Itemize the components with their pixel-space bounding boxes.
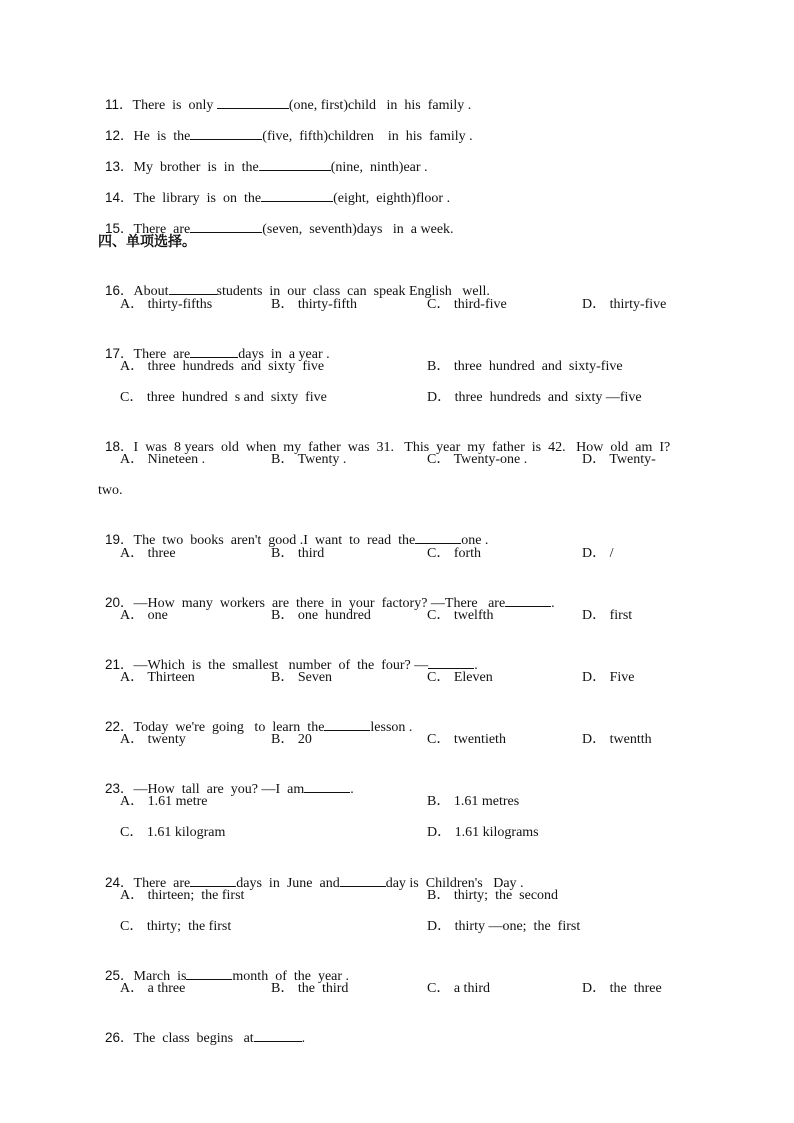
question-text: —How many workers are there in your factory? —There are [133,596,506,611]
question-text: (one, first)child in his family . [288,98,472,113]
question-number: 24． [105,875,134,890]
option-d[interactable]: D． three hundreds and sixty —five [427,390,642,405]
option-a[interactable]: A． Nineteen . [120,452,206,467]
question-text: About [133,284,169,299]
question-text: students in our class can speak English well. [216,284,490,299]
question-text: month of the year . [232,969,350,984]
option-b[interactable]: B． the third [271,981,349,996]
answer-blank[interactable] [169,282,217,295]
option-d[interactable]: D． thirty —one; the first [427,919,581,934]
option-a[interactable]: A． a three [120,981,186,996]
option-c[interactable]: C． thirty; the first [120,919,232,934]
answer-blank[interactable] [505,594,551,607]
option-d[interactable]: D． first [582,608,633,623]
answer-blank[interactable] [190,345,238,358]
answer-blank[interactable] [190,220,262,233]
option-d[interactable]: D． 1.61 kilograms [427,825,539,840]
question-text: There is only [132,98,217,113]
question-number: 13． [105,159,134,174]
option-a[interactable]: A． 1.61 metre [120,794,208,809]
question-text: (nine, ninth)ear . [330,160,428,175]
question-text: March is [133,969,187,984]
option-b[interactable]: B． 20 [271,732,312,747]
answer-blank[interactable] [304,780,350,793]
question-text: There are [133,876,191,891]
option-b[interactable]: B． 1.61 metres [427,794,520,809]
question-number: 19． [105,532,134,547]
option-c[interactable]: C． forth [427,546,482,561]
question-text: (seven, seventh)days in a week. [262,222,454,237]
question-text: days in June and [236,876,340,891]
question-text: The library is on the [133,191,262,206]
question-text: lesson . [370,720,413,735]
question-text: The two books aren't good .I want to read the [133,533,416,548]
option-c[interactable]: C． Twenty-one . [427,452,528,467]
option-c[interactable]: C． Eleven [427,670,493,685]
answer-blank[interactable] [190,874,236,887]
question-text: I was 8 years old when my father was 31. This year my father is 42. How old am I? [133,440,671,455]
question-text: one . [461,533,489,548]
question-text: —How tall are you? —I am [133,782,305,797]
question-text: . [474,658,478,673]
question-number: 18． [105,439,134,454]
question-text: . [301,1031,306,1046]
option-d[interactable]: D． Five [582,670,635,685]
option-a[interactable]: A． three hundreds and sixty five [120,359,325,374]
option-b[interactable]: B． thirty-fifth [271,297,357,312]
question-number: 14． [105,190,134,205]
option-d[interactable]: D． thirty-five [582,297,667,312]
answer-blank[interactable] [415,531,461,544]
question-number: 26． [105,1030,134,1045]
question-text: . [551,596,555,611]
option-d-wrap: two. [98,483,123,498]
question-number: 21． [105,657,134,672]
option-c[interactable]: C． twentieth [427,732,506,747]
question-26 [98,1011,305,1048]
question-number: 23． [105,781,134,796]
question-text: —Which is the smallest number of the four? — [133,658,429,673]
option-a[interactable]: A． one [120,608,168,623]
option-b[interactable]: B． thirty; the second [427,888,559,903]
question-number: 12． [105,128,134,143]
option-c[interactable]: C． a third [427,981,490,996]
answer-blank[interactable] [186,967,232,980]
question-number: 15． [105,221,134,236]
option-b[interactable]: B． three hundred and sixty-five [427,359,623,374]
question-text: . [350,782,354,797]
option-a[interactable]: A． Thirteen [120,670,195,685]
option-d[interactable]: D． twentth [582,732,652,747]
option-b[interactable]: B． third [271,546,325,561]
option-a[interactable]: A． thirteen; the first [120,888,245,903]
answer-blank[interactable] [217,96,289,109]
answer-blank[interactable] [340,874,386,887]
answer-blank[interactable] [324,718,370,731]
option-a[interactable]: A． thirty-fifths [120,297,213,312]
option-d[interactable]: D． Twenty- [582,452,656,467]
question-text: Today we're going to learn the [133,720,325,735]
question-number: 16． [105,283,134,298]
option-c[interactable]: C． three hundred s and sixty five [120,390,327,405]
answer-blank[interactable] [190,127,262,140]
option-c[interactable]: C． twelfth [427,608,494,623]
question-text: day is Children's Day . [385,876,524,891]
question-text: He is the [133,129,191,144]
option-b[interactable]: B． Twenty . [271,452,347,467]
question-text: The class begins at [133,1031,254,1046]
option-b[interactable]: B． one hundred [271,608,371,623]
question-number: 22． [105,719,134,734]
section-heading: 四、单项选择。 [98,234,196,250]
question-number: 20． [105,595,134,610]
option-c[interactable]: C． third-five [427,297,507,312]
answer-blank[interactable] [259,158,331,171]
question-number: 17． [105,346,134,361]
question-text: There are [133,222,191,237]
option-a[interactable]: A． three [120,546,176,561]
answer-blank[interactable] [254,1029,302,1042]
question-text: My brother is in the [133,160,259,175]
answer-blank[interactable] [261,189,333,202]
option-d[interactable]: D． / [582,546,614,561]
question-text: There are [133,347,191,362]
option-b[interactable]: B． Seven [271,670,333,685]
question-text: (five, fifth)children in his family . [262,129,473,144]
option-c[interactable]: C． 1.61 kilogram [120,825,226,840]
question-number: 11． [105,97,133,112]
answer-blank[interactable] [428,656,474,669]
option-d[interactable]: D． the three [582,981,662,996]
option-a[interactable]: A． twenty [120,732,186,747]
question-text: (eight, eighth)floor . [333,191,451,206]
question-text: days in a year . [238,347,330,362]
question-number: 25． [105,968,134,983]
